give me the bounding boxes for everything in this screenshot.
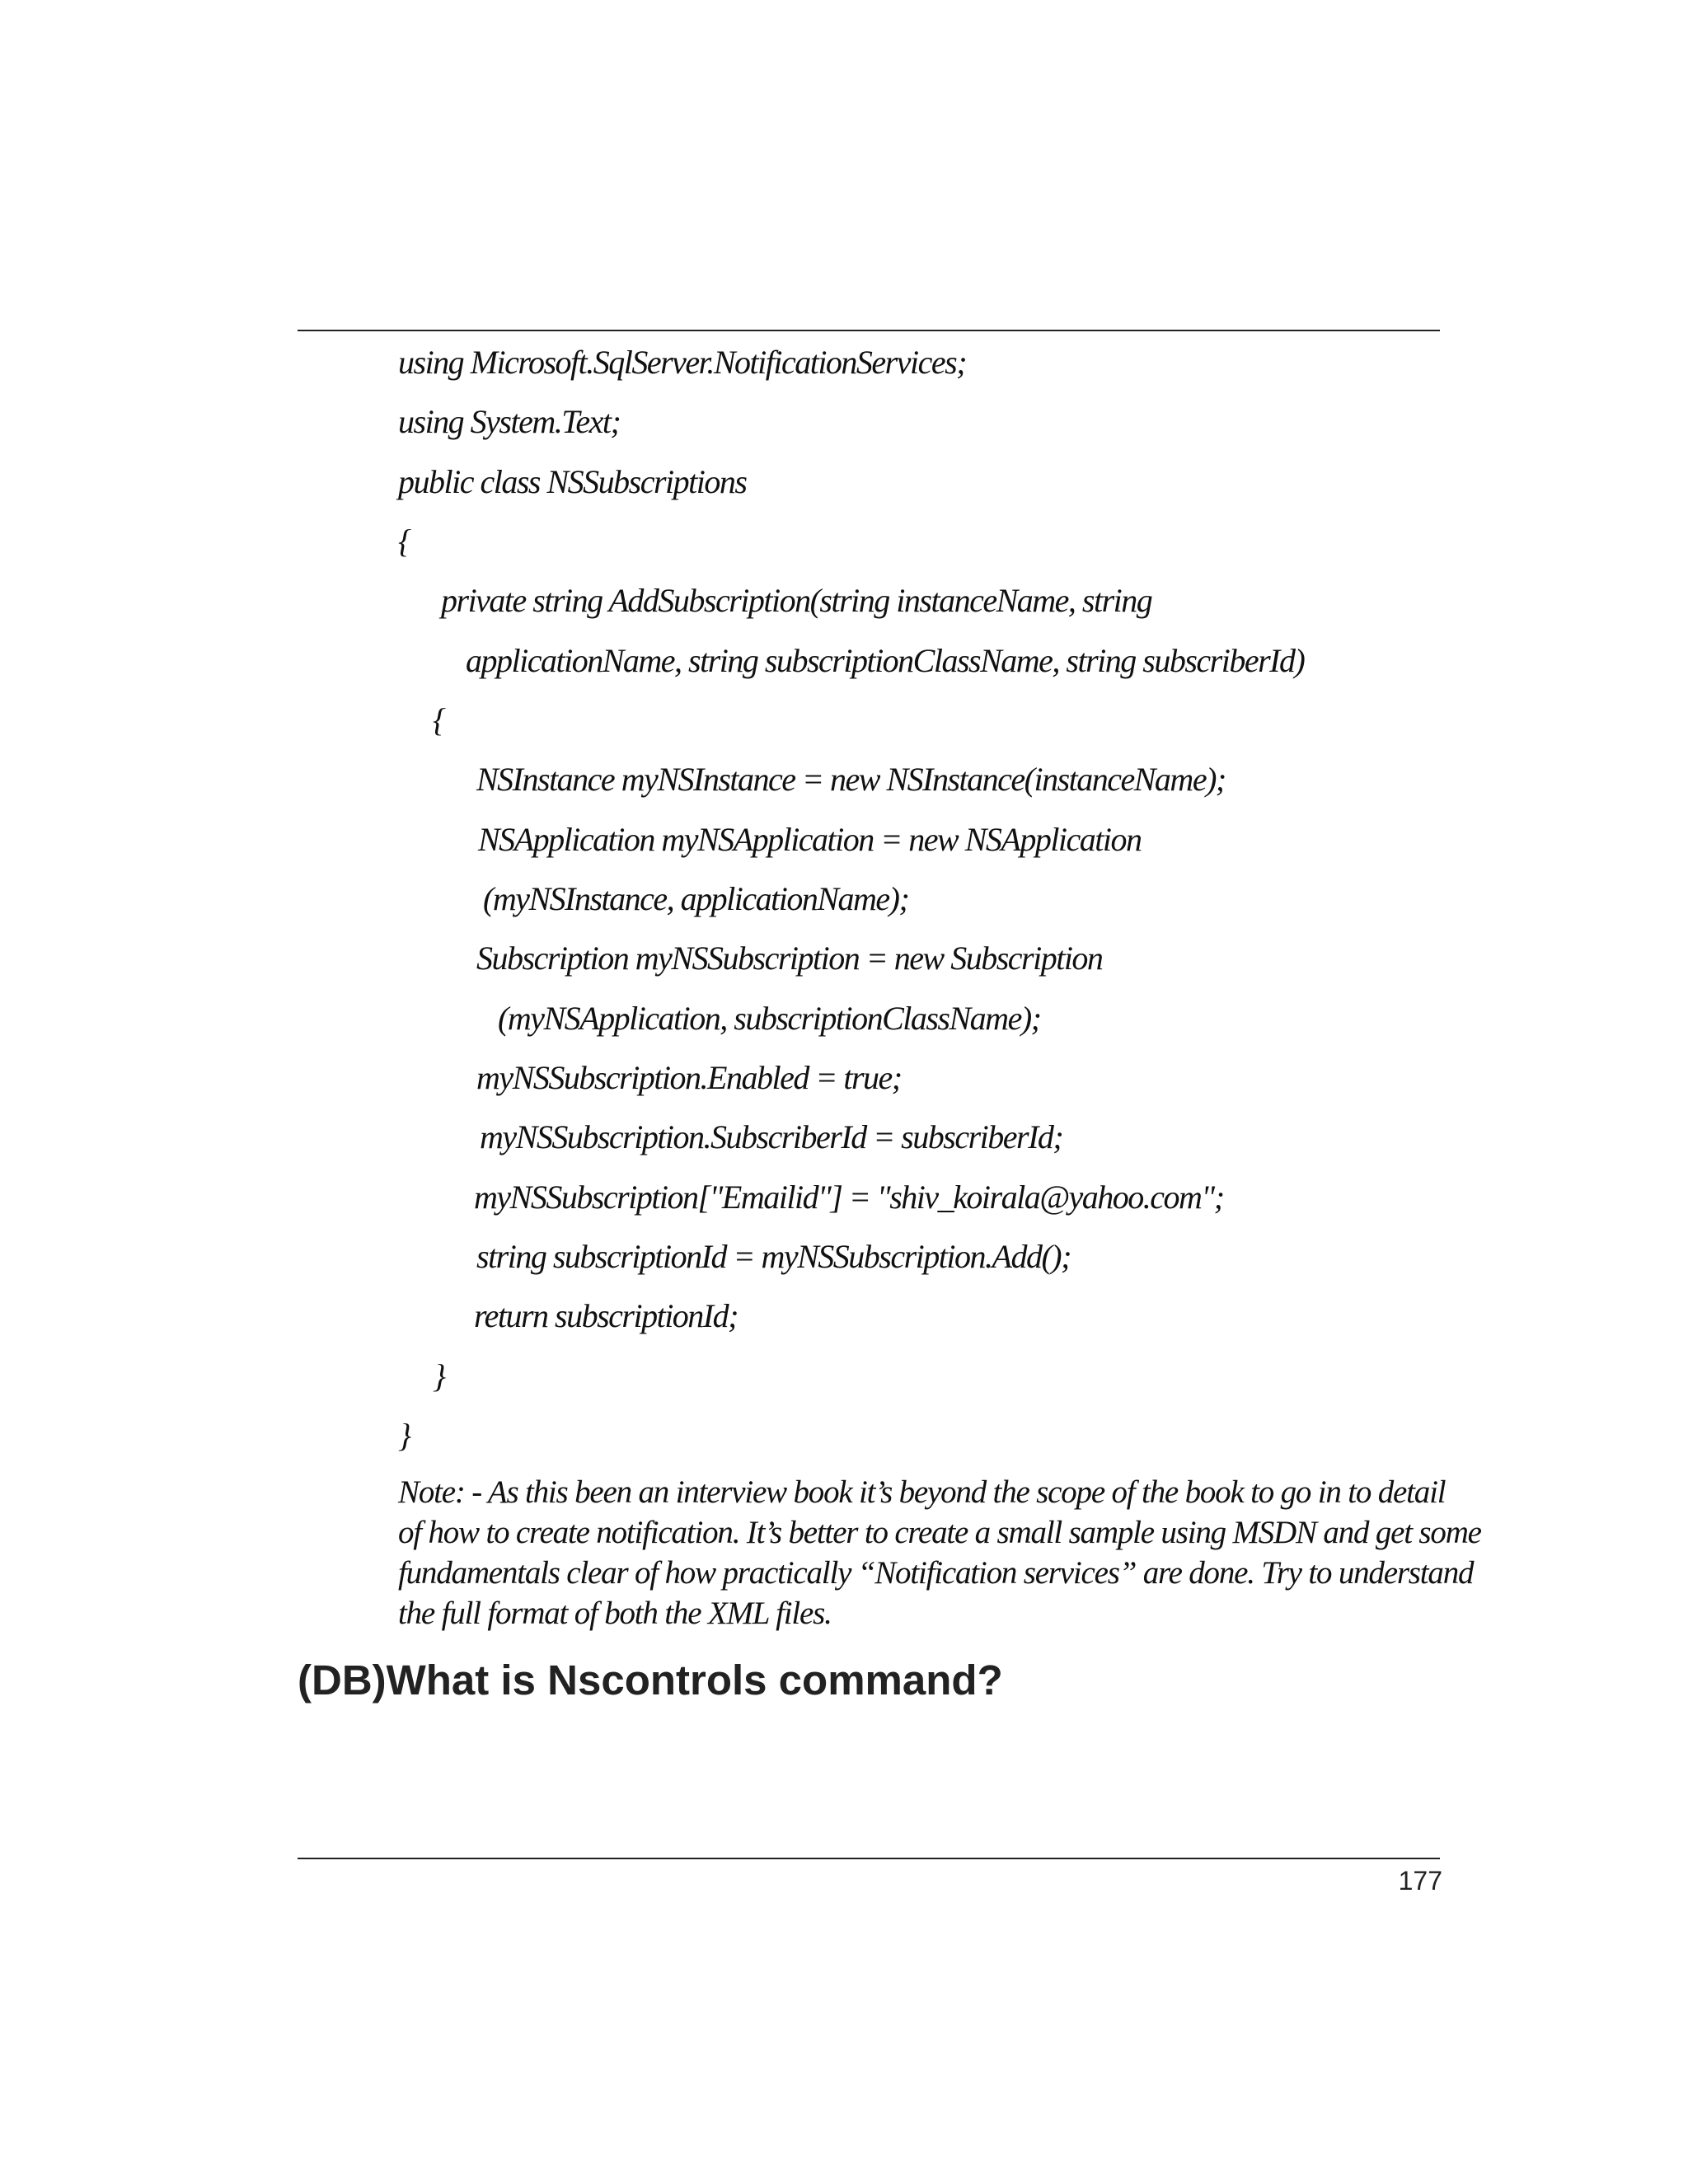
note-line: Note: - As this been an interview book it’s beyond the scope of the book to go in to detail xyxy=(398,1474,1446,1510)
note-line: fundamentals clear of how practically “Notification services” are done. Try to understand xyxy=(398,1555,1474,1591)
header-rule xyxy=(298,330,1440,331)
page-number: 177 xyxy=(1398,1866,1442,1896)
code-line: NSApplication myNSApplication = new NSApplication xyxy=(478,821,1142,858)
code-line: using System.Text; xyxy=(398,403,621,440)
code-line: private string AddSubscription(string instanceName, string xyxy=(441,582,1152,619)
note-line: of how to create notification. It’s better to create a small sample using MSDN and get some xyxy=(398,1515,1481,1550)
code-line: applicationName, string subscriptionClassName, string subscriberId) xyxy=(466,642,1305,679)
code-line: (myNSInstance, applicationName); xyxy=(483,880,909,917)
code-line: } xyxy=(398,1417,410,1454)
note-line: the full format of both the XML files. xyxy=(398,1596,832,1631)
footer-rule xyxy=(298,1858,1440,1859)
code-line: public class NSSubscriptions xyxy=(398,463,747,500)
code-line: using Microsoft.SqlServer.NotificationServices; xyxy=(398,344,967,381)
code-line: return subscriptionId; xyxy=(474,1297,738,1334)
code-line: Subscription myNSSubscription = new Subscription xyxy=(476,940,1103,977)
code-line: myNSSubscription["Emailid"] = "shiv_koirala@yahoo.com"; xyxy=(474,1179,1224,1216)
code-line: myNSSubscription.SubscriberId = subscriberId; xyxy=(480,1118,1063,1155)
section-heading: (DB)What is Nscontrols command? xyxy=(298,1657,1003,1704)
code-line: string subscriptionId = myNSSubscription.Add(); xyxy=(476,1238,1071,1275)
code-line: { xyxy=(398,523,410,560)
code-line: { xyxy=(433,701,445,738)
code-line: } xyxy=(433,1357,445,1394)
code-line: (myNSApplication, subscriptionClassName); xyxy=(498,1000,1041,1037)
code-line: myNSSubscription.Enabled = true; xyxy=(476,1059,902,1096)
note-paragraph xyxy=(398,1472,1481,1633)
code-line: NSInstance myNSInstance = new NSInstance(instanceName); xyxy=(476,761,1226,798)
